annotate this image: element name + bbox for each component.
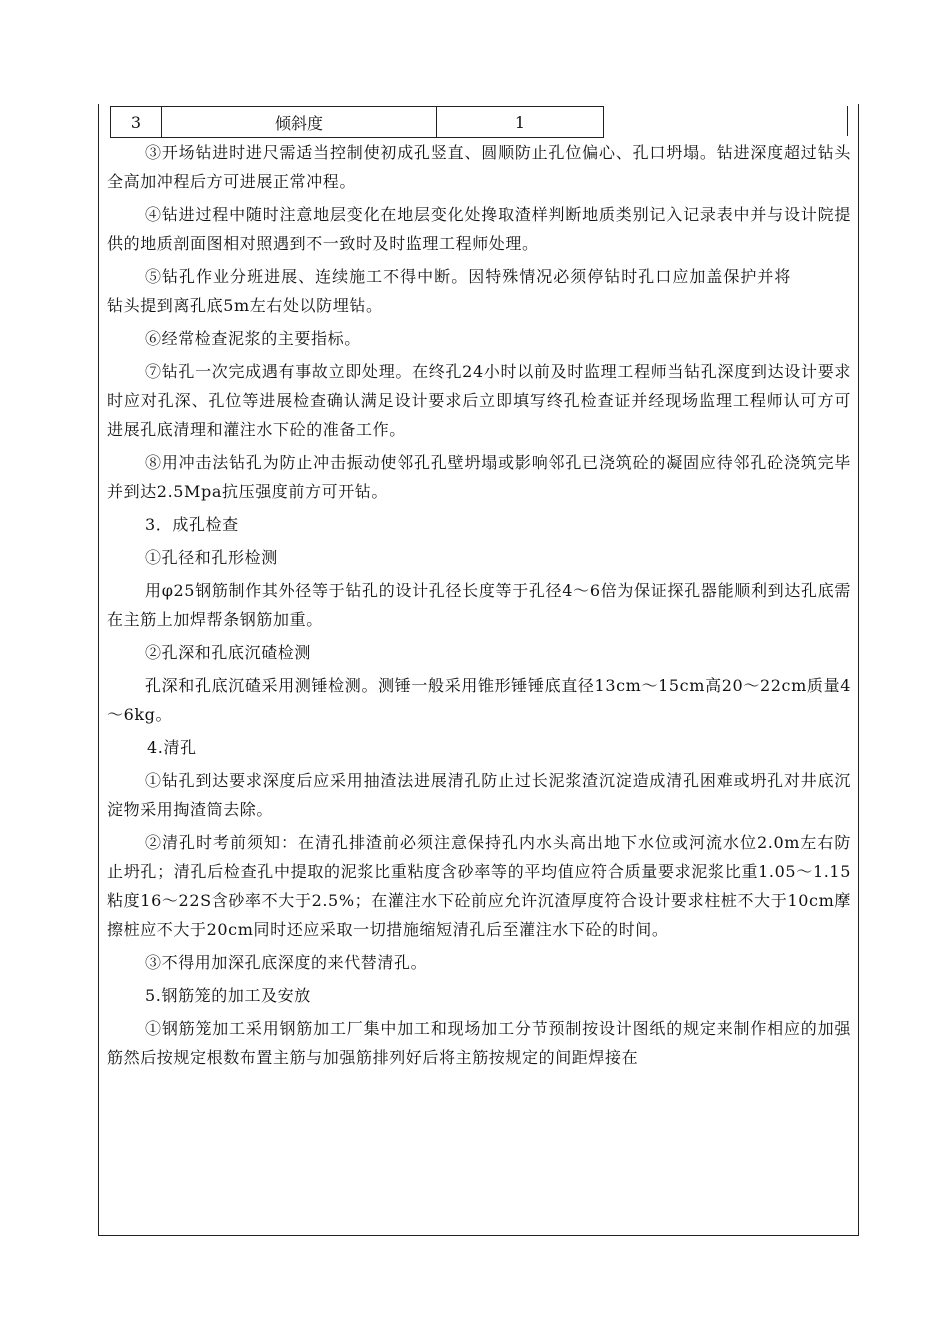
paragraph: ⑦钻孔一次完成遇有事故立即处理。在终孔24小时以前及时监理工程师当钻孔深度到达设计要求时应对孔深、孔位等进展检查确认满足设计要求后立即填写终孔检查证并经现场监理工程师认可方可进展孔底清理和灌注水下砼的准备工作。 (107, 362, 851, 439)
paragraph: ①钻孔到达要求深度后应采用抽渣法进展清孔防止过长泥浆渣沉淀造成清孔困难或坍孔对井底沉淀物采用掏渣筒去除。 (107, 771, 851, 819)
document-body (107, 138, 851, 1076)
section-heading: 5.钢筋笼的加工及安放 (145, 986, 311, 1005)
paragraph: ⑥经常检查泥浆的主要指标。 (145, 329, 361, 348)
paragraph: ③开场钻进时进尺需适当控制使初成孔竖直、圆顺防止孔位偏心、孔口坍塌。钻进深度超过钻头全高加冲程后方可进展正常冲程。 (107, 143, 851, 191)
paragraph: ⑤钻孔作业分班进展、连续施工不得中断。因特殊情况必须停钻时孔口应加盖保护并将钻头提到离孔底5m左右处以防埋钻。 (107, 267, 791, 315)
paragraph: ②清孔时考前须知：在清孔排渣前必须注意保持孔内水头高出地下水位或河流水位2.0m左右防止坍孔；清孔后检查孔中提取的泥浆比重粘度含砂率等的平均值应符合质量要求泥浆比重1.05～1.15粘度16～22S含砂率不大于2.5%；在灌注水下砼前应允许沉渣厚度符合设计要求柱桩不大于10cm摩擦桩应不大于20cm同时还应采取一切措施缩短清孔后至灌注水下砼的时间。 (107, 833, 851, 939)
paragraph: 孔深和孔底沉碴采用测锤检测。测锤一般采用锥形锤锤底直径13cm～15cm高20～22cm质量4～6kg。 (107, 676, 851, 724)
subsection-heading: ①孔径和孔形检测 (145, 548, 278, 567)
table-divider (847, 106, 848, 136)
paragraph: ⑧用冲击法钻孔为防止冲击振动使邻孔孔壁坍塌或影响邻孔已浇筑砼的凝固应待邻孔砼浇筑完毕并到达2.5Mpa抗压强度前方可开钻。 (107, 453, 851, 501)
table-cell-value: 1 (436, 106, 604, 138)
paragraph: ④钻进过程中随时注意地层变化在地层变化处搀取渣样判断地质类别记入记录表中并与设计院提供的地质剖面图相对照遇到不一致时及时监理工程师处理。 (107, 205, 851, 253)
section-heading: 4.清孔 (147, 738, 197, 757)
table-cell-item: 倾斜度 (161, 106, 437, 138)
paragraph: 用φ25钢筋制作其外径等于钻孔的设计孔径长度等于孔径4～6倍为保证探孔器能顺利到达孔底需在主筋上加焊帮条钢筋加重。 (107, 581, 851, 629)
paragraph: ①钢筋笼加工采用钢筋加工厂集中加工和现场加工分节预制按设计图纸的规定来制作相应的加强筋然后按规定根数布置主筋与加强筋排列好后将主筋按规定的间距焊接在 (107, 1019, 851, 1067)
section-heading: 3．成孔检查 (145, 515, 239, 534)
subsection-heading: ②孔深和孔底沉碴检测 (145, 643, 312, 662)
table-cell-number: 3 (110, 106, 162, 138)
paragraph: ③不得用加深孔底深度的来代替清孔。 (145, 953, 428, 972)
